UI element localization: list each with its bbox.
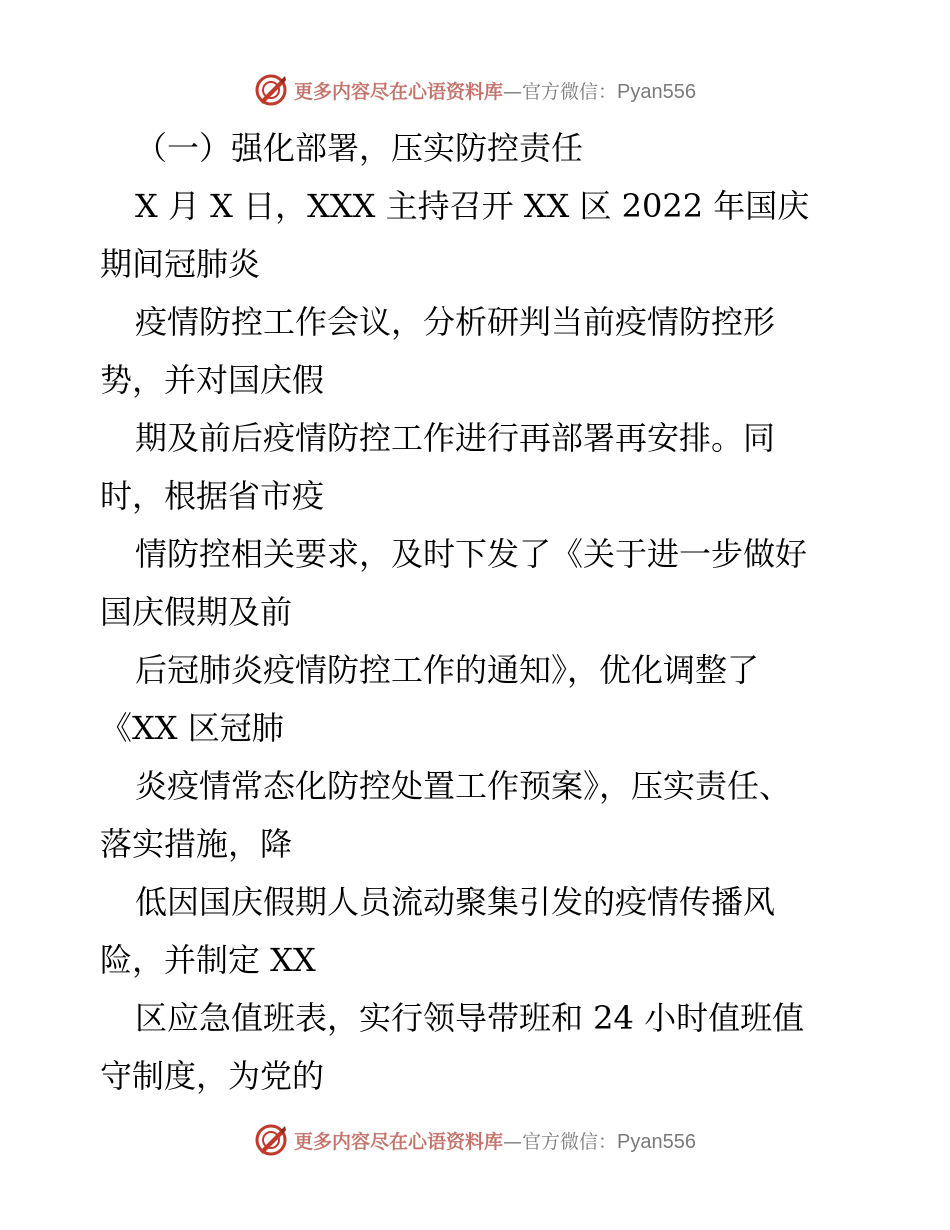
paragraph-line: 《XX 区冠肺 (100, 709, 284, 747)
paragraph-line: 低因国庆假期人员流动聚集引发的疫情传播风 (135, 883, 776, 921)
banner-wechat-id: Pyan556 (617, 80, 696, 103)
header-watermark-banner (0, 68, 950, 112)
paragraph-line: 期及前后疫情防控工作进行再部署再安排。同 (135, 419, 776, 457)
paragraph-line: 国庆假期及前 (100, 593, 293, 631)
paragraph-line: 期间冠肺炎 (100, 245, 261, 283)
banner-suffix: 官方微信： (522, 1130, 618, 1153)
brand-logo-icon (254, 73, 288, 107)
footer-watermark-banner (0, 1118, 950, 1162)
paragraph-line: 疫情防控工作会议，分析研判当前疫情防控形 (135, 303, 776, 341)
banner-text (294, 1127, 696, 1154)
banner-wechat-id: Pyan556 (617, 1130, 696, 1153)
banner-text (294, 77, 696, 104)
banner-suffix: 官方微信： (522, 80, 618, 103)
paragraph-line: 情防控相关要求，及时下发了《关于进一步做好 (135, 535, 808, 573)
banner-dash: — (503, 1130, 523, 1153)
paragraph-line: 守制度，为党的 (100, 1057, 325, 1095)
section-heading: （一）强化部署，压实防控责任 (135, 129, 584, 167)
banner-dash: — (503, 80, 523, 103)
paragraph-line: 后冠肺炎疫情防控工作的通知》，优化调整了 (135, 651, 760, 689)
paragraph-line: 险，并制定 XX (100, 941, 316, 979)
brand-logo-icon (254, 1123, 288, 1157)
paragraph-line: 时，根据省市疫 (100, 477, 325, 515)
paragraph-line: 势，并对国庆假 (100, 361, 325, 399)
banner-main-text: 更多内容尽在心语资料库 (294, 80, 504, 103)
paragraph-line: 区应急值班表，实行领导带班和 24 小时值班值 (135, 999, 805, 1037)
paragraph-line: 落实措施，降 (100, 825, 293, 863)
paragraph-line: X 月 X 日，XXX 主持召开 XX 区 2022 年国庆 (135, 187, 810, 225)
banner-main-text: 更多内容尽在心语资料库 (294, 1130, 504, 1153)
paragraph-line: 炎疫情常态化防控处置工作预案》，压实责任、 (135, 767, 792, 805)
